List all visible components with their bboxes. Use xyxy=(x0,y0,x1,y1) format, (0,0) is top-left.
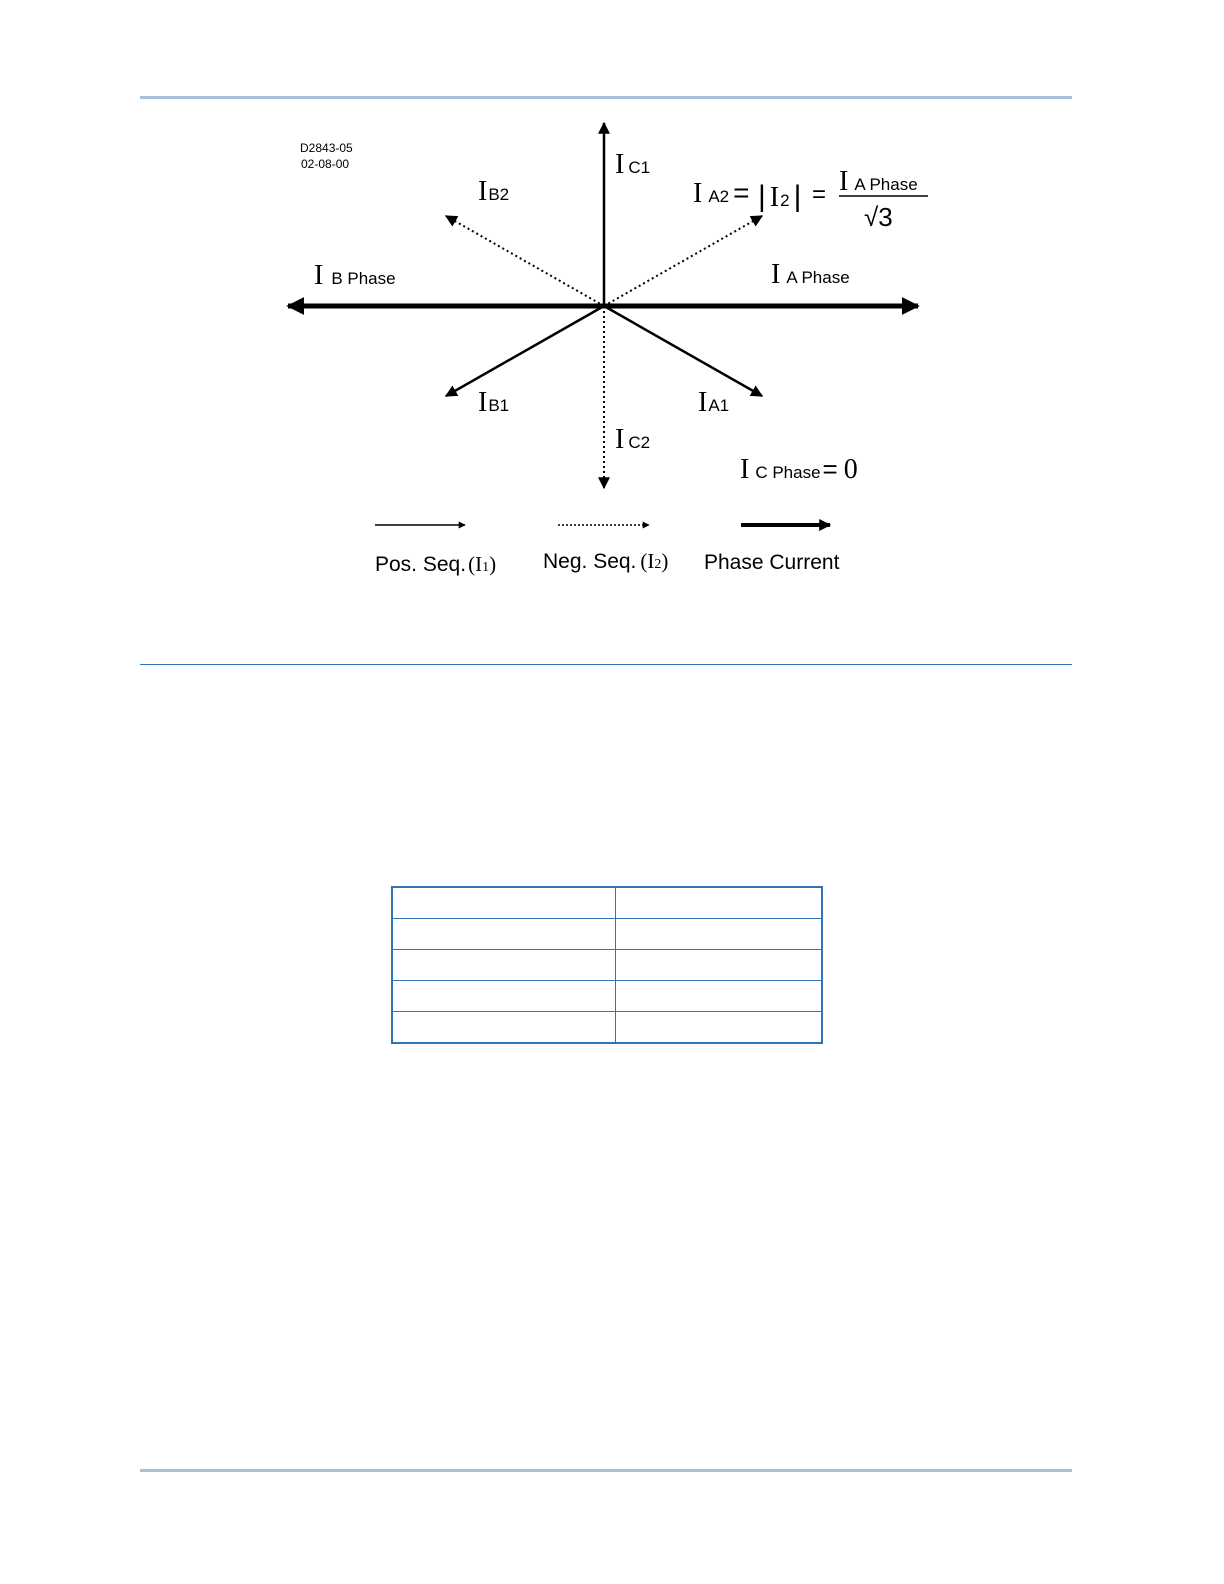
table-row xyxy=(392,981,822,1012)
table-cell xyxy=(392,981,616,1012)
table-cell xyxy=(616,887,823,919)
table-row xyxy=(392,887,822,919)
table-row xyxy=(392,1012,822,1044)
ib1-vector xyxy=(446,306,604,396)
svg-text:IA2=: I A2 = xyxy=(693,177,750,209)
svg-text:√3: √3 xyxy=(864,202,893,232)
ib2-label: IB2 xyxy=(478,176,510,207)
ia1-label: IA1 xyxy=(698,387,730,418)
ia-phase-label: I A Phase xyxy=(771,259,850,290)
ic-phase-label: I C Phase= 0 xyxy=(740,454,858,485)
ib2-vector xyxy=(446,216,604,306)
table-cell xyxy=(392,919,616,950)
table-cell xyxy=(392,1012,616,1044)
svg-text:|I2|: | I2 | xyxy=(758,180,802,213)
ic2-label: I C2 xyxy=(615,424,651,455)
sequence-phasor-diagram xyxy=(0,0,1224,660)
table-row xyxy=(392,919,822,950)
legend-phase-current-label: Phase Current xyxy=(704,551,840,574)
table-cell xyxy=(616,981,823,1012)
figure-divider-rule xyxy=(140,664,1072,665)
ia1-vector xyxy=(604,306,762,396)
table-cell xyxy=(392,887,616,919)
legend-neg-seq-label: Neg. Seq. (I2) xyxy=(543,549,669,573)
footer-rule xyxy=(140,1469,1072,1472)
table-cell xyxy=(392,950,616,981)
table-row xyxy=(392,950,822,981)
table-cell xyxy=(616,1012,823,1044)
table-cell xyxy=(616,919,823,950)
ia2-vector xyxy=(604,216,762,306)
ic1-label: I C1 xyxy=(615,149,651,180)
drawing-id: D2843-05 xyxy=(300,141,353,155)
svg-text:=: = xyxy=(812,181,827,208)
data-table xyxy=(391,886,823,1044)
ia2-formula xyxy=(693,166,928,232)
ib-phase-label: I B Phase xyxy=(314,260,396,291)
drawing-date: 02-08-00 xyxy=(301,157,350,171)
svg-text:IA Phase: I A Phase xyxy=(839,166,918,197)
table-cell xyxy=(616,950,823,981)
legend-pos-seq-label: Pos. Seq.(I1) xyxy=(375,552,497,576)
ib1-label: IB1 xyxy=(478,387,510,418)
